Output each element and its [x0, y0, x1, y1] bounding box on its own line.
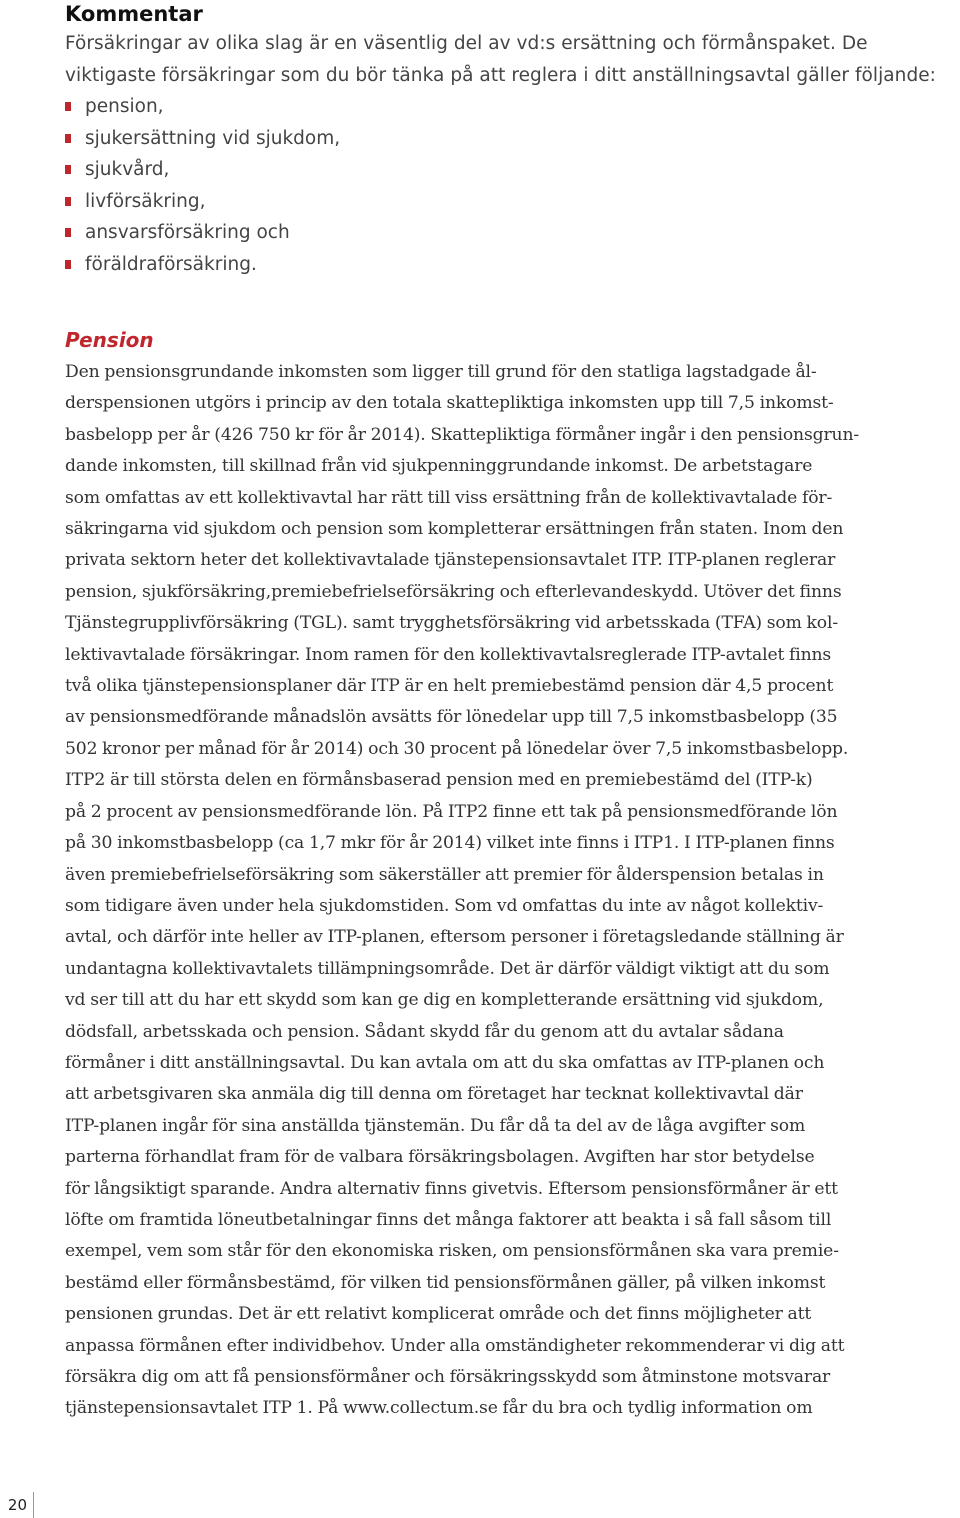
- body-line: Den pensionsgrundande inkomsten som ligger till grund för den statliga lagstadgade ål-: [65, 362, 817, 382]
- body-line: Tjänstegrupplivförsäkring (TGL). samt trygghetsförsäkring vid arbetsskada (TFA) som kol-: [65, 613, 839, 634]
- body-line: pension, sjukförsäkring,premiebefrielseförsäkring och efterlevandeskydd. Utöver det finns: [65, 581, 842, 602]
- body-line: som tidigare även under hela sjukdomstiden. Som vd omfattas du inte av något kollektiv-: [65, 895, 824, 916]
- square-bullet-icon: [65, 102, 71, 111]
- body-line: derspensionen utgörs i princip av den totala skattepliktiga inkomsten upp till 7,5 inkomst-: [65, 393, 834, 414]
- list-item-label: sjukvård,: [85, 159, 170, 180]
- body-line: dödsfall, arbetsskada och pension. Sådant skydd får du genom att du avtalar sådana: [65, 1021, 784, 1042]
- comment-intro: Försäkringar av olika slag är en väsentlig del av vd:s ersättning och förmånspaket. De viktigaste försäkringar som du bör tänka på att reglera i ditt anställningsavtal gäller följande:: [65, 33, 936, 86]
- square-bullet-icon: [65, 197, 71, 206]
- body-line: privata sektorn heter det kollektivavtalade tjänstepensionsavtalet ITP. ITP-planen reglerar: [65, 550, 836, 571]
- list-item-label: föräldraförsäkring.: [85, 253, 257, 275]
- body-line: 502 kronor per månad för år 2014) och 30 procent på lönedelar över 7,5 inkomstbasbelopp.: [65, 738, 849, 759]
- page-number: 20: [0, 1492, 34, 1518]
- body-line: av pensionsmedförande månadslön avsätts för lönedelar upp till 7,5 inkomstbasbelopp (35: [65, 707, 838, 728]
- body-line: vd ser till att du har ett skydd som kan ge dig en kompletterande ersättning vid sjukdom,: [65, 990, 824, 1011]
- body-line: undantagna kollektivavtalets tillämpningsområde. Det är därför väldigt viktigt att du som: [65, 958, 830, 979]
- body-line: på 30 inkomstbasbelopp (ca 1,7 mkr för år 2014) vilket inte finns i ITP1. I ITP-planen finns: [65, 833, 835, 854]
- list-item-label: pension,: [85, 96, 164, 117]
- body-line: anpassa förmånen efter individbehov. Under alla omständigheter rekommenderar vi dig att: [65, 1335, 845, 1356]
- body-line: att arbetsgivaren ska anmäla dig till denna om företaget har tecknat kollektivavtal där: [65, 1084, 803, 1105]
- body-line: bestämd eller förmånsbestämd, för vilken tid pensionsförmånen gäller, på vilken inkomst: [65, 1272, 826, 1293]
- list-item: [65, 217, 945, 249]
- list-item: [65, 249, 945, 281]
- insurance-list: [65, 91, 945, 280]
- body-line: förmåner i ditt anställningsavtal. Du kan avtala om att du ska omfattas av ITP-planen och: [65, 1052, 825, 1073]
- list-item: [65, 123, 945, 155]
- body-line: avtal, och därför inte heller av ITP-planen, eftersom personer i företagsledande ställning är: [65, 927, 844, 948]
- body-line: säkringarna vid sjukdom och pension som kompletterar ersättningen från staten. Inom den: [65, 519, 844, 540]
- body-line: lektivavtalade försäkringar. Inom ramen för den kollektivavtalsreglerade ITP-avtalet finns: [65, 644, 832, 665]
- body-line: parterna förhandlat fram för de valbara försäkringsbolagen. Avgiften har stor betydelse: [65, 1147, 815, 1168]
- body-line: tjänstepensionsavtalet ITP 1. På www.collectum.se får du bra och tydlig information om: [65, 1398, 813, 1419]
- body-line: för långsiktigt sparande. Andra alternativ finns givetvis. Eftersom pensionsförmåner är ett: [65, 1178, 838, 1199]
- body-line: två olika tjänstepensionsplaner där ITP är en helt premiebestämd pension där 4,5 procent: [65, 676, 834, 697]
- square-bullet-icon: [65, 260, 71, 269]
- body-line: även premiebefrielseförsäkring som säkerställer att premier för ålderspension betalas in: [65, 864, 824, 885]
- comment-heading: Kommentar: [65, 2, 203, 26]
- square-bullet-icon: [65, 165, 71, 174]
- list-item-label: livförsäkring,: [85, 190, 206, 212]
- body-line: försäkra dig om att få pensionsförmåner och försäkringsskydd som åtminstone motsvarar: [65, 1367, 831, 1387]
- body-line: dande inkomsten, till skillnad från vid sjukpenninggrundande inkomst. De arbetstagare: [65, 456, 813, 477]
- body-line: ITP2 är till största delen en förmånsbaserad pension med en premiebestämd del (ITP-k): [65, 770, 813, 791]
- pension-body-text: [65, 357, 945, 1425]
- page-content: [65, 0, 945, 1425]
- list-item-label: ansvarsförsäkring och: [85, 222, 290, 243]
- body-line: ITP-planen ingår för sina anställda tjänstemän. Du får då ta del av de låga avgifter som: [65, 1115, 806, 1136]
- body-line: löfte om framtida löneutbetalningar finns det många faktorer att beakta i så fall såsom till: [65, 1209, 832, 1230]
- body-line: pensionen grundas. Det är ett relativt komplicerat område och det finns möjligheter att: [65, 1304, 812, 1325]
- body-line: basbelopp per år (426 750 kr för år 2014). Skattepliktiga förmåner ingår i den pensionsgrun-: [65, 424, 860, 445]
- body-line: som omfattas av ett kollektivavtal har rätt till viss ersättning från de kollektivavtalade för-: [65, 487, 833, 508]
- list-item: [65, 91, 945, 123]
- list-item: [65, 154, 945, 186]
- list-item: [65, 186, 945, 218]
- square-bullet-icon: [65, 134, 71, 143]
- body-line: på 2 procent av pensionsmedförande lön. På ITP2 finne ett tak på pensionsmedförande lön: [65, 801, 838, 822]
- square-bullet-icon: [65, 228, 71, 237]
- list-item-label: sjukersättning vid sjukdom,: [85, 127, 341, 149]
- pension-section-title: Pension: [65, 328, 154, 352]
- body-line: exempel, vem som står för den ekonomiska risken, om pensionsförmånen ska vara premie-: [65, 1241, 839, 1262]
